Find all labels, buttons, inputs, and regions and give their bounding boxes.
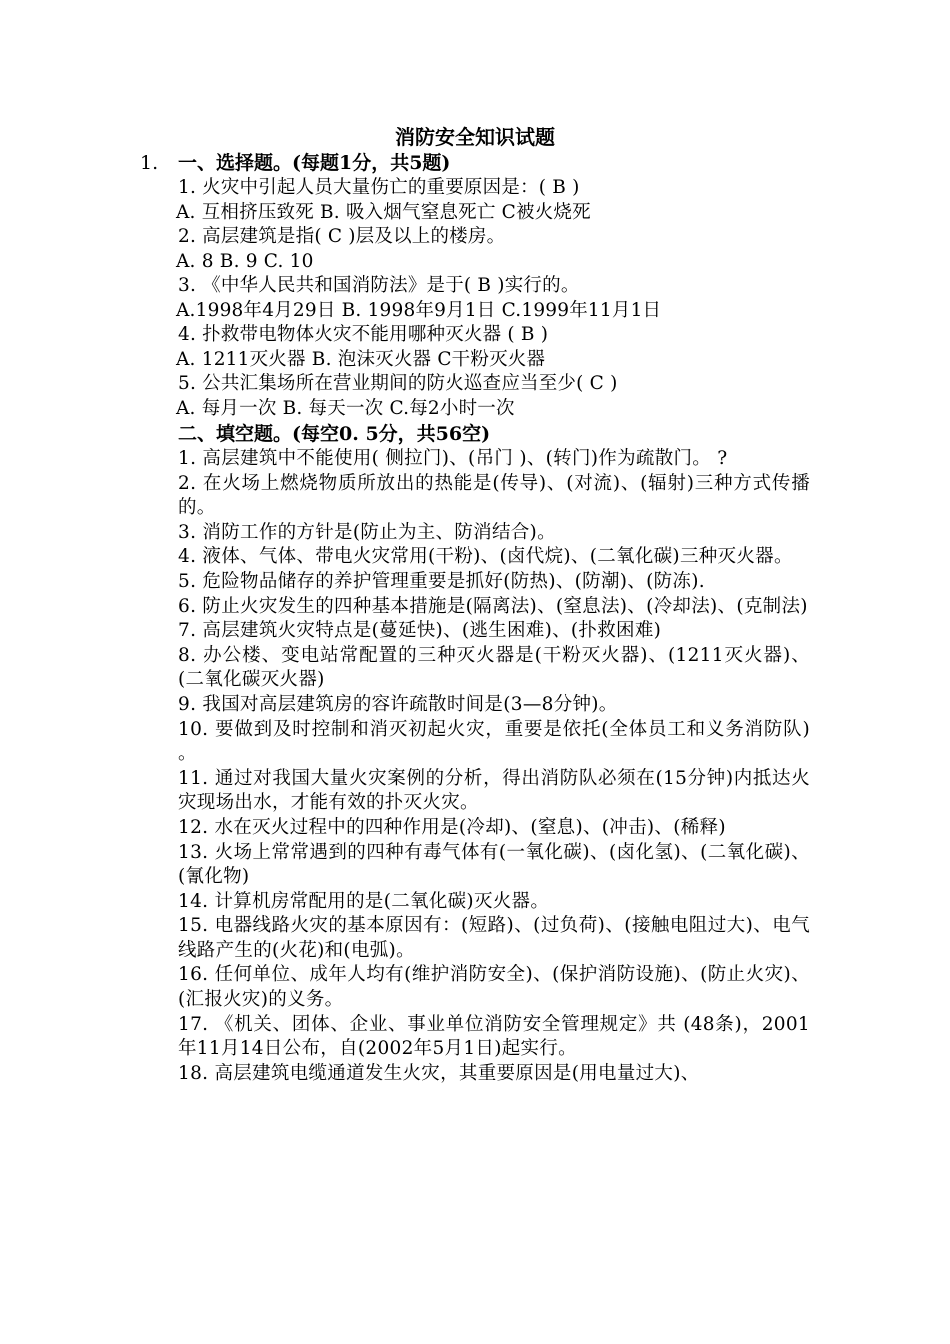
fill-blank-item: 13. 火场上常常遇到的四种有毒气体有(一氧化碳)、(卤化氢)、(二氧化碳)、(氰化物) [178,841,810,888]
fill-blank-item: 10. 要做到及时控制和消灭初起火灾，重要是依托(全体员工和义务消防队) 。 [178,718,810,765]
fill-blank-item: 4. 液体、气体、带电火灾常用(干粉)、(卤代烷)、(二氧化碳)三种灭火器。 [178,546,793,568]
fill-blank-item: 15. 电器线路火灾的基本原因有：(短路)、(过负荷)、(接触电阻过大)、电气线路产生的(火花)和(电弧)。 [178,915,810,961]
fill-blank-item: 17. 《机关、团体、企业、事业单位消防安全管理规定》共 (48条)，2001年11月14日公布，自(2002年5月1日)起实行。 [178,1013,810,1060]
question-line: 2. 高层建筑是指( C )层及以上的楼房。 [178,226,506,247]
fill-blank-item: 7. 高层建筑火灾特点是(蔓延快)、(逃生困难)、(扑救困难) [178,620,662,642]
fill-blank-item: 16. 任何单位、成年人均有(维护消防安全)、(保护消防设施)、(防止火灾)、(汇报火灾)的义务。 [178,964,810,1011]
question-line: 1. 火灾中引起人员大量伤亡的重要原因是：( B ) [178,177,580,198]
document-body [178,150,810,1086]
fill-blank-item: 9. 我国对高层建筑房的容许疏散时间是(3—8分钟)。 [178,693,618,715]
fill-blank-item: 11. 通过对我国大量火灾案例的分析，得出消防队必须在(15分钟)内抵达火灾现场出水，才能有效的扑灭火灾。 [178,767,810,814]
answer-options: A. 每月一次 B. 每天一次 C.每2小时一次 [176,397,515,419]
answer-options: A. 8 B. 9 C. 10 [176,250,314,272]
question-line: 4. 扑救带电物体火灾不能用哪种灭火器 ( B ) [178,324,549,345]
fill-blank-item: 5. 危险物品储存的养护管理重要是抓好(防热)、(防潮)、(防冻). [178,570,705,592]
answer-options: A.1998年4月29日 B. 1998年9月1日 C.1999年11月1日 [176,299,662,321]
answer-options: A. 1211灭火器 B. 泡沫灭火器 C干粉灭火器 [176,348,546,370]
fill-blank-item: 18. 高层建筑电缆通道发生火灾，其重要原因是(用电量过大)、 [178,1062,700,1084]
fill-blank-item: 2. 在火场上燃烧物质所放出的热能是(传导)、(对流)、(辐射)三种方式传播的。 [178,472,810,519]
document-title: 消防安全知识试题 [395,125,555,149]
fill-blank-item: 3. 消防工作的方针是(防止为主、防消结合)。 [178,521,556,543]
fill-blank-item: 12. 水在灭火过程中的四种作用是(冷却)、(窒息)、(冲击)、(稀释) [178,816,726,838]
fill-blank-item: 14. 计算机房常配用的是(二氧化碳)灭火器。 [178,890,550,912]
fill-blank-item: 8. 办公楼、变电站常配置的三种灭火器是(干粉灭火器)、(1211灭火器)、(二氧化碳灭火器) [178,644,810,691]
fill-blank-item: 1. 高层建筑中不能使用( 侧拉门)、(吊门 )、(转门)作为疏散门。 ? [178,448,728,469]
list-number: 1. [140,152,159,174]
section2-heading: 二、填空题。(每空0. 5分，共56空) [178,423,491,445]
question-line: 5. 公共汇集场所在营业期间的防火巡查应当至少( C ) [178,373,618,394]
question-line: 3. 《中华人民共和国消防法》是于( B )实行的。 [178,275,580,296]
section1-heading: 一、选择题。(每题1分，共5题) [178,152,451,174]
fill-blank-item: 6. 防止火灾发生的四种基本措施是(隔离法)、(窒息法)、(冷却法)、(克制法) [178,595,808,617]
answer-options: A. 互相挤压致死 B. 吸入烟气窒息死亡 C被火烧死 [176,201,591,223]
